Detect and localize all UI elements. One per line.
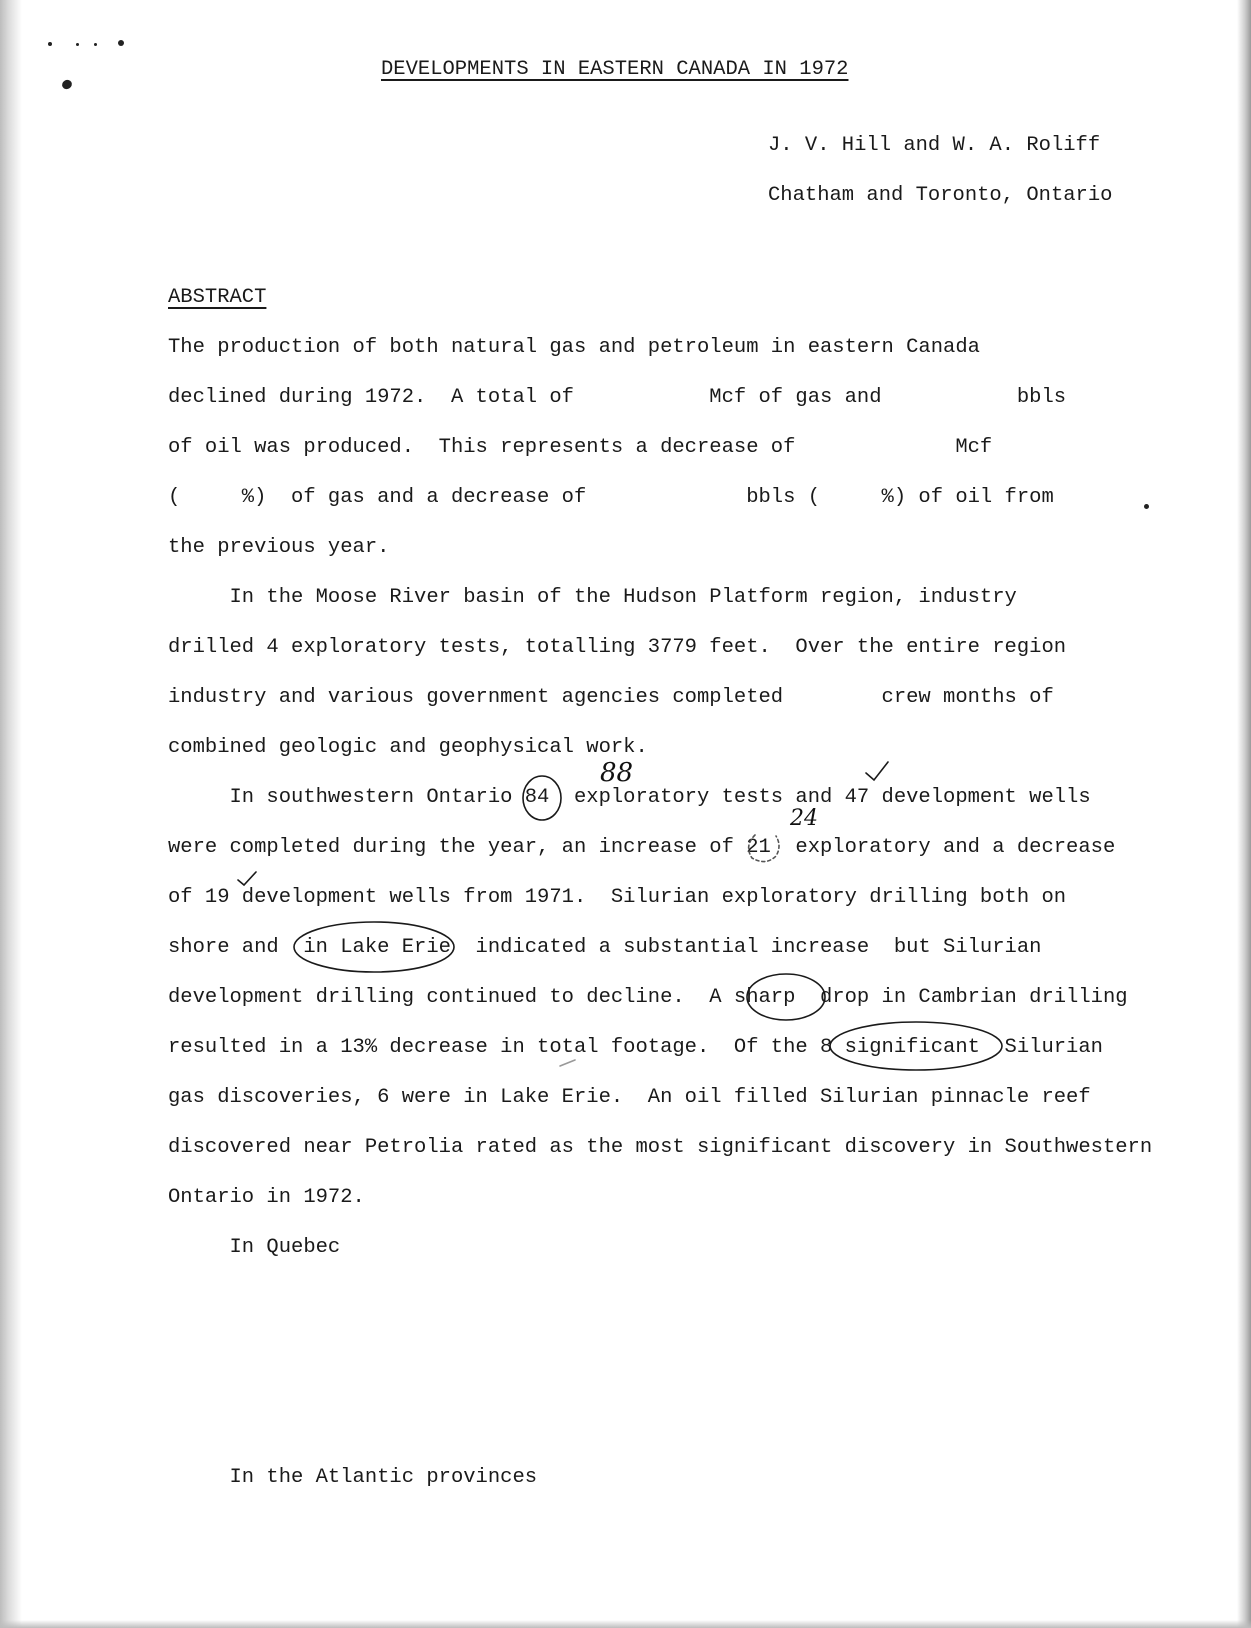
authors: J. V. Hill and W. A. Roliff (768, 134, 1101, 157)
body-line: declined during 1972. A total of Mcf of gas and bbls (168, 386, 1067, 409)
circle-significant (830, 1022, 1002, 1070)
body-line: In southwestern Ontario 84 exploratory tests and 47 development wells (168, 786, 1091, 809)
check-mark-icon (866, 762, 888, 780)
body-line: In the Atlantic provinces (168, 1466, 538, 1489)
body-line: development drilling continued to decline. A sharp drop in Cambrian drilling (168, 986, 1128, 1009)
body-line: of 19 development wells from 1971. Silurian exploratory drilling both on (168, 886, 1067, 909)
circle-21 (749, 835, 779, 862)
body-line: In the Moose River basin of the Hudson Platform region, industry (168, 586, 1017, 609)
body-line: gas discoveries, 6 were in Lake Erie. An oil filled Silurian pinnacle reef (168, 1086, 1091, 1109)
body-line: shore and in Lake Erie indicated a substantial increase but Silurian (168, 936, 1042, 959)
body-line: discovered near Petrolia rated as the most significant discovery in Southwestern (168, 1136, 1153, 1159)
body-line: Ontario in 1972. (168, 1186, 365, 1209)
body-line: of oil was produced. This represents a decrease of Mcf (168, 436, 993, 459)
check-mark-icon (238, 872, 256, 885)
page-title: DEVELOPMENTS IN EASTERN CANADA IN 1972 (381, 58, 849, 81)
circle-sharp (747, 974, 825, 1020)
body-line: were completed during the year, an increase of 21 exploratory and a decrease (168, 836, 1116, 859)
abstract-heading: ABSTRACT (168, 286, 267, 309)
body-line: resulted in a 13% decrease in total footage. Of the 8 significant Silurian (168, 1036, 1103, 1059)
circle-lake-erie (294, 922, 454, 972)
handwritten-88: 88 (600, 758, 634, 788)
handwritten-24: 24 (790, 806, 818, 831)
body-line: industry and various government agencies completed crew months of (168, 686, 1054, 709)
author-location: Chatham and Toronto, Ontario (768, 184, 1113, 207)
body-line: the previous year. (168, 536, 390, 559)
body-line: combined geologic and geophysical work. (168, 736, 648, 759)
body-line: drilled 4 exploratory tests, totalling 3779 feet. Over the entire region (168, 636, 1067, 659)
pencil-stroke (560, 1060, 575, 1066)
circle-84 (523, 776, 561, 820)
body-line: ( %) of gas and a decrease of bbls ( %) of oil from (168, 486, 1054, 509)
body-line: The production of both natural gas and petroleum in eastern Canada (168, 336, 980, 359)
body-line: In Quebec (168, 1236, 341, 1259)
